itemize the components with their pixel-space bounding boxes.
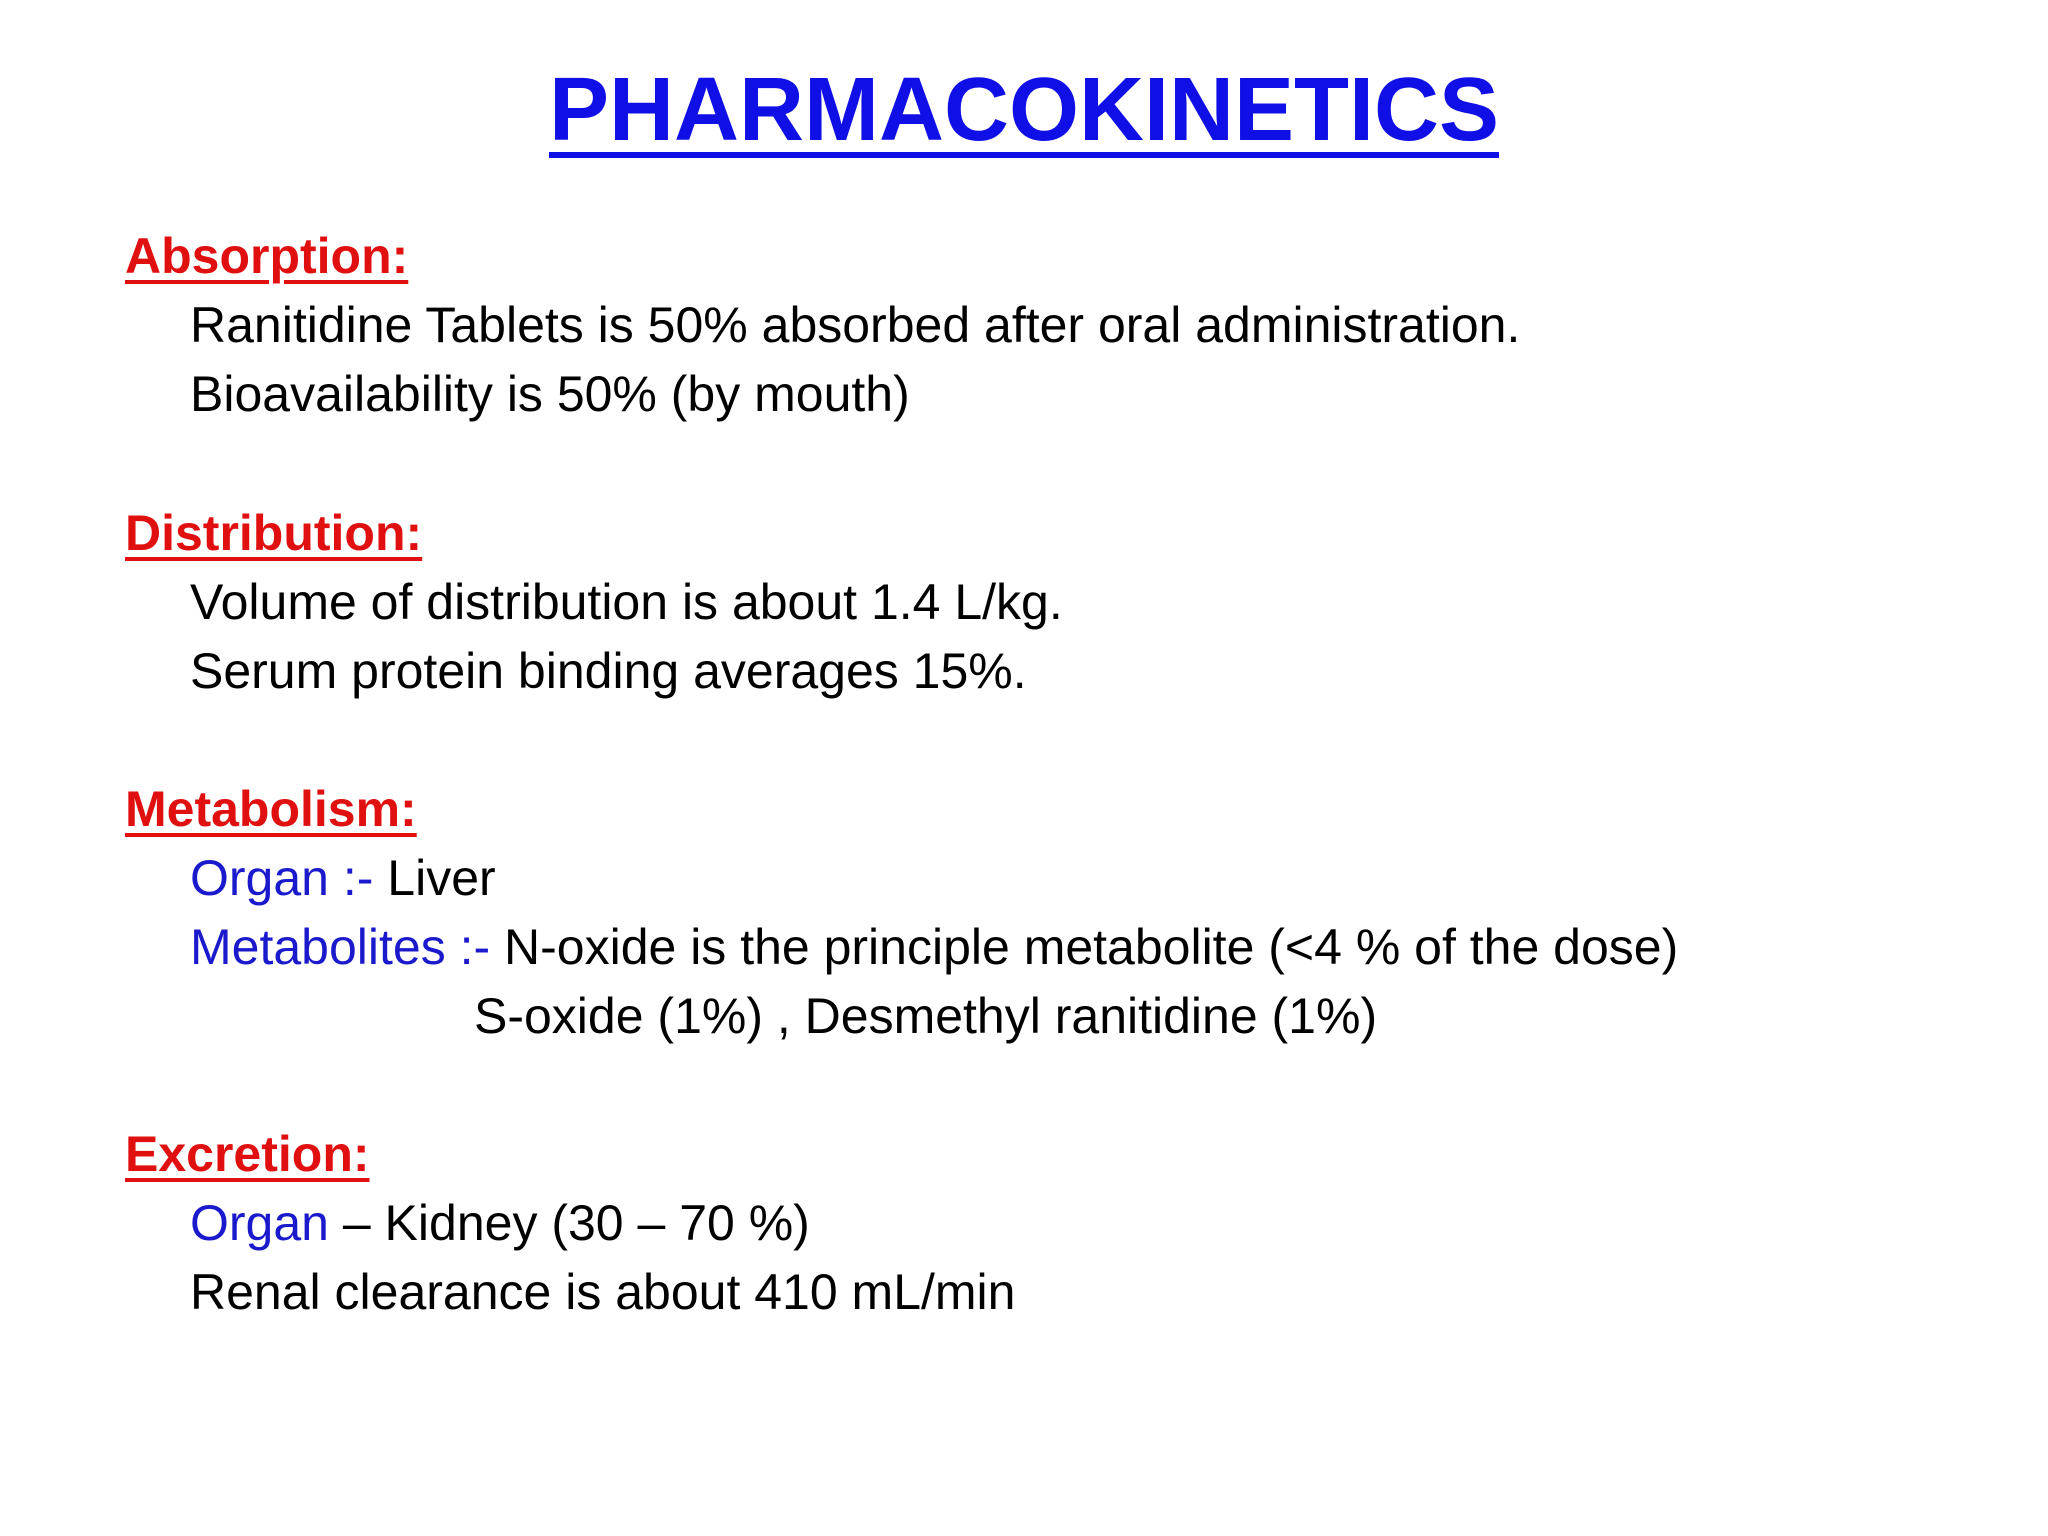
metabolites-label: Metabolites :- bbox=[190, 919, 505, 975]
metabolism-heading: Metabolism: bbox=[125, 781, 417, 837]
absorption-line-2: Bioavailability is 50% (by mouth) bbox=[190, 366, 910, 422]
metabolism-metabolites-line bbox=[190, 917, 1678, 977]
absorption-line-1: Ranitidine Tablets is 50% absorbed after oral administration. bbox=[190, 297, 1521, 353]
slide-title: PHARMACOKINETICS bbox=[548, 60, 1499, 160]
metabolites-continuation: S-oxide (1%) , Desmethyl ranitidine (1%) bbox=[474, 988, 1378, 1044]
distribution-line-1: Volume of distribution is about 1.4 L/kg. bbox=[190, 574, 1063, 630]
excretion-organ-label: Organ bbox=[190, 1195, 329, 1251]
excretion-line-2: Renal clearance is about 410 mL/min bbox=[190, 1264, 1016, 1320]
metabolism-organ-line bbox=[190, 848, 496, 908]
excretion-organ-value: – Kidney (30 – 70 %) bbox=[328, 1195, 810, 1251]
metabolites-value: N-oxide is the principle metabolite (<4 % of the dose) bbox=[504, 919, 1679, 975]
distribution-heading: Distribution: bbox=[125, 505, 423, 561]
excretion-heading: Excretion: bbox=[125, 1126, 370, 1182]
absorption-heading: Absorption: bbox=[125, 228, 409, 284]
distribution-line-2: Serum protein binding averages 15%. bbox=[190, 643, 1027, 699]
excretion-organ-line bbox=[190, 1193, 810, 1253]
metabolism-organ-value: Liver bbox=[387, 850, 496, 906]
metabolism-organ-label: Organ :- bbox=[190, 850, 388, 906]
